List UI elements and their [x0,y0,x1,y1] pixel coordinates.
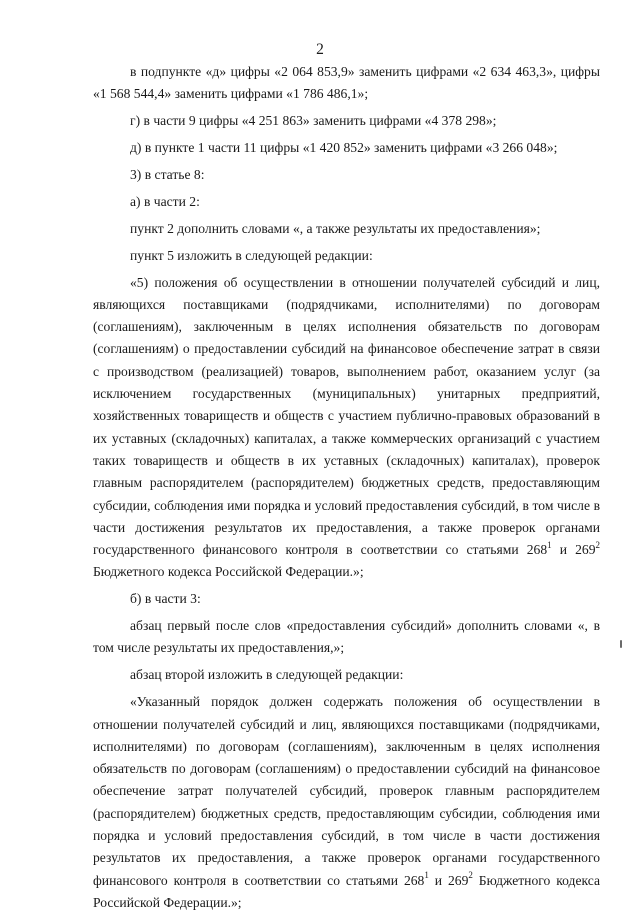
document-body [93,61,600,919]
superscript: 2 [468,870,473,881]
paragraph-first-abzac-amendment: абзац первый после слов «предоставления субсидий» дополнить словами «, в том числе результаты их предоставления,»; [93,618,600,656]
superscript: 1 [424,870,429,881]
paragraph-second-abzac-intro: абзац второй изложить в следующей редакции: [130,667,404,683]
page-number: 2 [316,41,324,58]
superscript: 2 [595,539,601,550]
paragraph-part11-amendment: д) в пункте 1 части 11 цифры «1 420 852» заменить цифрами «3 266 048»; [130,140,558,156]
paragraph-subitem-d-amendment: в подпункте «д» цифры «2 064 853,9» заменить цифрами «2 634 463,3», цифры «1 568 544,4» заменить цифрами «1 786 486,1»; [93,64,600,102]
paragraph-second-abzac-text: «Указанный порядок должен содержать положения об осуществлении в отношении получателей субсидий и лиц, являющихся поставщиками (подрядчиками, исполнителями) по договорам (соглашениям), заключенным в целях исполнения обязательств по договорам (соглашениям) о предоставлении субсидий на финансовое обеспечение затрат получателей субсидий, проверок главным распорядителем (распорядителем) бюджетных средств, предоставляющим субсидии, соблюдения ими порядка и условий предоставления субсидий, в том числе в части достижения результатов их предоставления, а также проверок органами государственного финансового контроля в соответствии со статьями $268^1$ и $269^2$ Бюджетного кодекса Российской Федерации.»; [93,694,600,910]
scan-mark [620,640,622,648]
paragraph-part3-heading: б) в части 3: [130,591,201,607]
paragraph-point2-addition: пункт 2 дополнить словами «, а также результаты их предоставления»; [130,220,541,236]
paragraph-point5-intro: пункт 5 изложить в следующей редакции: [130,247,373,263]
paragraph-part9-amendment: г) в части 9 цифры «4 251 863» заменить цифрами «4 378 298»; [130,113,497,129]
superscript: 1 [547,539,552,550]
paragraph-part2-heading: а) в части 2: [130,193,200,209]
paragraph-point5-text: «5) положения об осуществлении в отношении получателей субсидий и лиц, являющихся поставщиками (подрядчиками, исполнителями) по договорам (соглашениям), заключенным в целях исполнения обязательств по договорам (соглашениям) о предоставлении субсидий на финансовое обеспечение затрат в связи с производством (реализацией) товаров, выполнением работ, оказанием услуг (за исключением государственных (муниципальных) унитарных предприятий, хозяйственных товариществ и обществ с участием публично-правовых образований в их уставных (складочных) капиталах, а также коммерческих организаций с участием таких товариществ и обществ в их уставных (складочных) капиталах), проверок главным распорядителем (распорядителем) бюджетных средств, предоставляющим субсидии, соблюдения ими порядка и условий предоставления субсидий, в том числе в части достижения результатов их предоставления, а также проверок органами государственного финансового контроля в соответствии со статьями $268^1$ и $269^2$ Бюджетного кодекса Российской Федерации.»; [93,274,601,580]
paragraph-article8-heading: 3) в статье 8: [130,166,205,182]
